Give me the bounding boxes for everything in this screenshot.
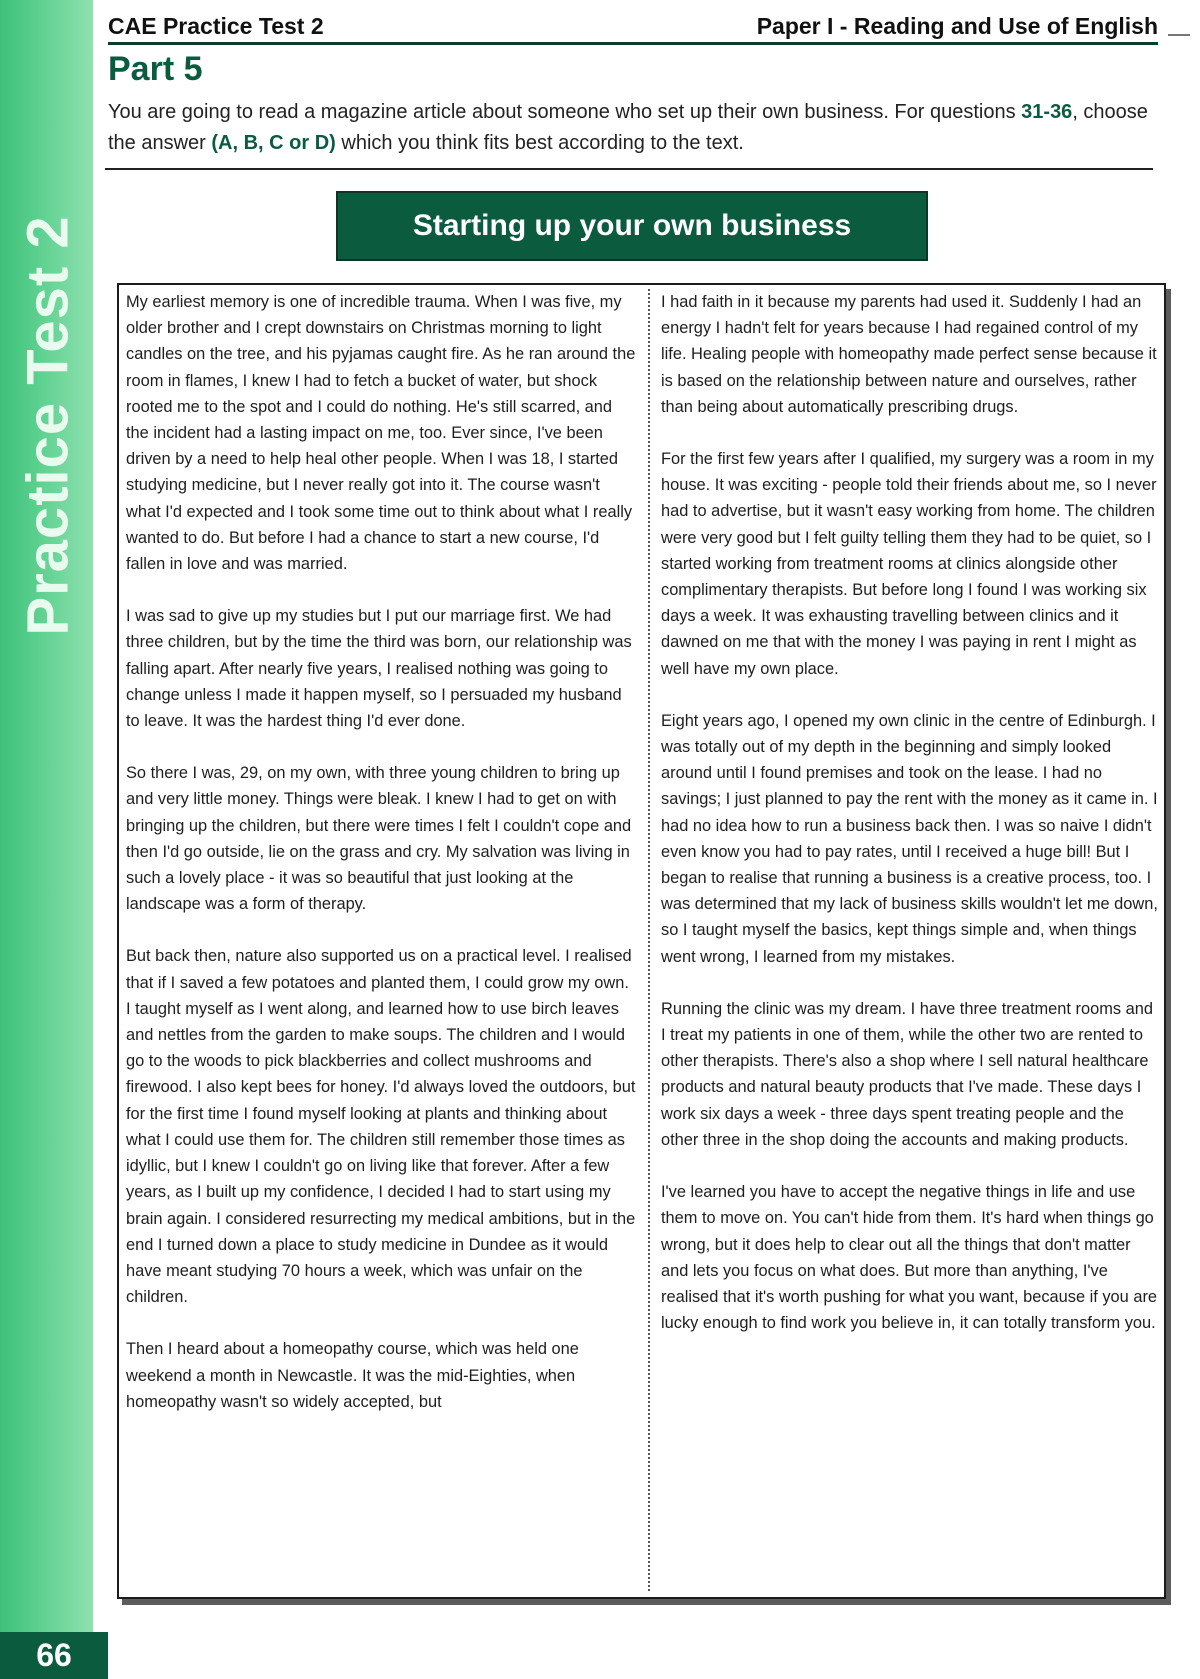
side-section-label-text: Practice Test 2 bbox=[15, 214, 81, 636]
article-paragraph: Running the clinic was my dream. I have three treatment rooms and I treat my patients in one of them, while the other two are rented to other therapists. There's also a shop where I sell natural healthcare products and natural beauty products that I've made. These days I work six days a week - three days spent treating people and the other three in the shop doing the accounts and making products. bbox=[661, 999, 1153, 1149]
article-paragraph: My earliest memory is one of incredible trauma. When I was five, my older brother and I crept downstairs on Christmas morning to light candles on the tree, and his pyjamas caught fire. As he ran around the room in flames, I knew I had to fetch a bucket of water, but shock rooted me to the spot and I could do nothing. He's still scarred, and the incident had a lasting impact on me, too. Ever since, I've been driven by a need to help heal other people. When I was 18, I started studying medicine, but I never really got into it. The course wasn't what I'd expected and I took some time out to think about what I really wanted to do. But before I had a chance to start a new course, I'd fallen in love and was married. bbox=[126, 293, 636, 574]
instructions-text-1: You are going to read a magazine article about someone who set up their own business. For questions bbox=[108, 101, 1022, 123]
article-box bbox=[117, 283, 1166, 1599]
instructions bbox=[108, 97, 1160, 159]
column-divider bbox=[648, 289, 650, 1591]
article-paragraph: But back then, nature also supported us on a practical level. I realised that if I saved a few potatoes and planted them, I could grow my own. I taught myself as I went along, and learned how to use birch leaves and nettles from the garden to make soups. The children and I would go to the woods to pick blackberries and collect mushrooms and firewood. I also kept bees for honey. I'd always loved the outdoors, but for the first time I found myself looking at plants and thinking about what I could use them for. The children still remember those times as idyllic, but I knew I couldn't go on living like that forever. After a few years, as I built up my confidence, I decided I had to start using my brain again. I considered resurrecting my medical ambitions, but in the end I turned down a place to study medicine in Dundee as it would have meant studying 70 hours a week, which was unfair on the children. bbox=[126, 947, 636, 1307]
article-paragraph: For the first few years after I qualified, my surgery was a room in my house. It was exciting - people told their friends about me, so I never had to advertise, but it wasn't easy working from home. The children were very good but I felt guilty telling them they had to be quiet, so I started working from treatment rooms at clinics alongside other complimentary therapists. But before long I found I was working six days a week. It was exhausting travelling between clinics and it dawned on me that with the money I was paying in rent I might as well have my own place. bbox=[661, 450, 1157, 678]
article-left-column bbox=[126, 289, 636, 1441]
article-title-box bbox=[336, 191, 928, 261]
instructions-text-3: which you think fits best according to the text. bbox=[335, 132, 744, 154]
article-paragraph: I was sad to give up my studies but I put our marriage first. We had three children, but by the time the third was born, our relationship was falling apart. After nearly five years, I realised nothing was going to change unless I made it happen myself, so I persuaded my husband to leave. It was the hardest thing I'd ever done. bbox=[126, 607, 632, 731]
article-paragraph: I had faith in it because my parents had used it. Suddenly I had an energy I hadn't felt for years because I had regained control of my life. Healing people with homeopathy made perfect sense because it is based on the relationship between nature and ourselves, rather than being about automatically prescribing drugs. bbox=[661, 293, 1157, 416]
article-title: Starting up your own business bbox=[412, 209, 852, 242]
article-paragraph: Then I heard about a homeopathy course, which was held one weekend a month in Newcastle. It was the mid-Eighties, when homeopathy wasn't so widely accepted, but bbox=[126, 1340, 579, 1411]
article-paragraph: I've learned you have to accept the negative things in life and use them to move on. You can't hide from them. It's hard when things go wrong, but it does help to clear out all the things that don't matter and lets you focus on what does. But more than anything, I've realised that it's worth pushing for what you want, because if you are lucky enough to find work you believe in, it can totally transform you. bbox=[661, 1183, 1158, 1333]
header-test-name: CAE Practice Test 2 bbox=[108, 13, 324, 39]
page-number: 66 bbox=[36, 1637, 72, 1673]
side-section-label bbox=[8, 214, 88, 636]
page-number-badge bbox=[0, 1632, 108, 1679]
header-rule-tick bbox=[1168, 34, 1190, 44]
article-paragraph: Eight years ago, I opened my own clinic in the centre of Edinburgh. I was totally out of my depth in the beginning and simply looked around until I found premises and took on the lease. I had no savings; I just planned to pay the rent with the money as it came in. I had no idea how to run a business back then. I was so naive I didn't even know you had to pay rates, until I received a huge bill! But I began to realise that running a business is a creative process, too. I was determined that my lack of business skills wouldn't let me down, so I taught myself the basics, kept things simple and, when things went wrong, I learned from my mistakes. bbox=[661, 711, 1158, 966]
instructions-answer-options: (A, B, C or D) bbox=[211, 132, 336, 154]
header-paper-name: Paper I - Reading and Use of English bbox=[756, 13, 1158, 39]
running-header bbox=[108, 8, 1158, 45]
instructions-divider bbox=[105, 168, 1153, 170]
instructions-question-range: 31-36 bbox=[1021, 101, 1073, 123]
part-title: Part 5 bbox=[108, 50, 203, 88]
article-paragraph: So there I was, 29, on my own, with three young children to bring up and very little money. Things were bleak. I knew I had to get on with bringing up the children, but there were times I felt I couldn't cope and then I'd go outside, lie on the grass and cry. My salvation was living in such a lovely place - it was so beautiful that just looking at the landscape was a form of therapy. bbox=[126, 764, 632, 914]
article-right-column bbox=[661, 289, 1161, 1362]
instructions-text-2: , choose the answer bbox=[108, 101, 1148, 154]
